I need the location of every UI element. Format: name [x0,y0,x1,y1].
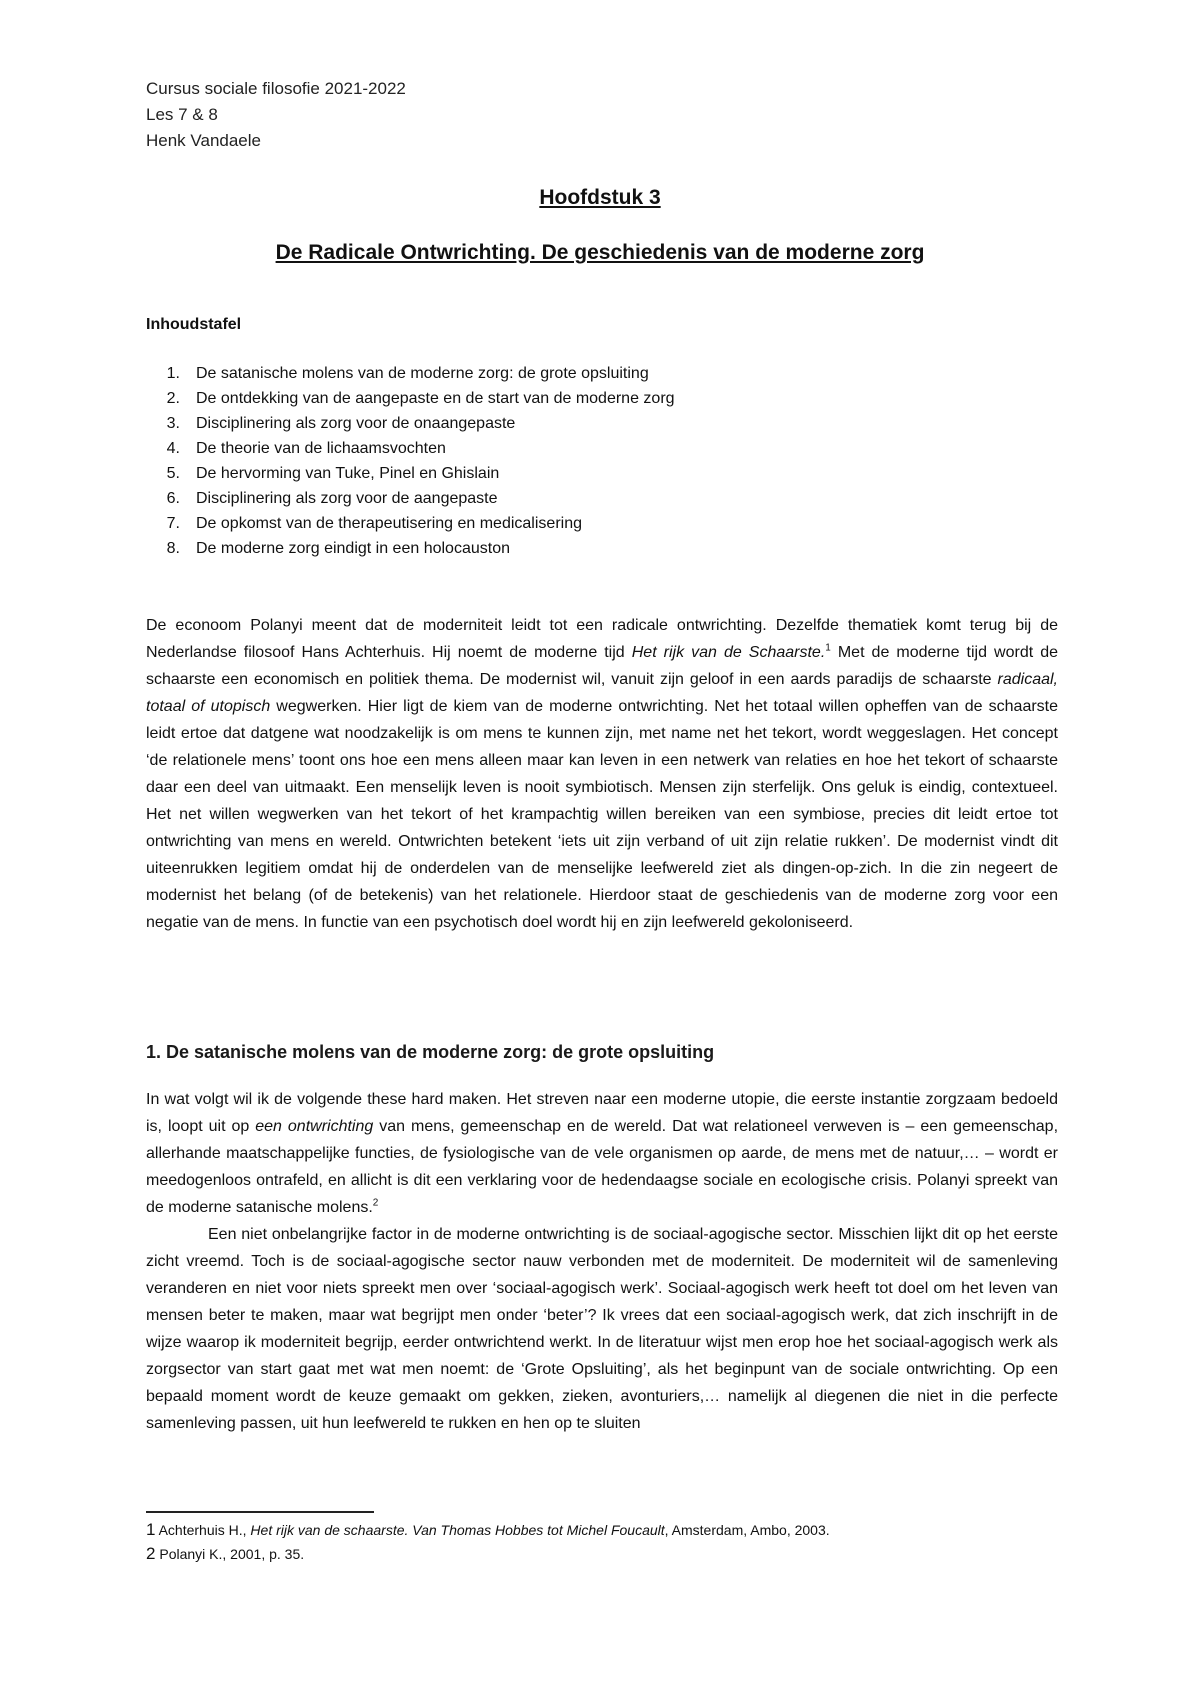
footnote-text: Polanyi K., 2001, p. 35. [159,1546,305,1562]
table-of-contents [146,361,675,561]
toc-item [146,536,675,561]
section-1-paragraph-1 [146,1086,1058,1221]
section-italic-phrase: een ontwrichting [255,1118,374,1135]
section-1-body [146,1086,1058,1437]
footnotes [146,1518,830,1566]
chapter-title: De Radicale Ontwrichting. De geschiedenis van de moderne zorg [275,241,925,264]
toc-item-label: De theorie van de lichaamsvochten [196,440,446,457]
footnote-italic: Het rijk van de schaarste. Van Thomas Hobbes tot Michel Foucault [250,1522,665,1538]
document-header [146,76,406,154]
footnote-number: 1 [146,1520,156,1539]
toc-item-label: De satanische molens van de moderne zorg: de grote opsluiting [196,365,649,382]
footnote-2 [146,1542,830,1566]
toc-item-number: 4. [166,440,180,457]
toc-item-label: De opkomst van de therapeutisering en medicalisering [196,515,582,532]
intro-text-1: De econoom Polanyi meent dat de moderniteit leidt tot een radicale ontwrichting. Dezelfde thematiek komt terug bij de Nederlandse filosoof Hans Achterhuis. Hij noemt de moderne tijd [146,617,1058,661]
section-1-heading: 1. De satanische molens van de moderne zorg: de grote opsluiting [146,1042,715,1062]
intro-paragraph-block [146,612,1058,936]
toc-item [146,411,675,436]
toc-item-label: Disciplinering als zorg voor de onaangepaste [196,415,516,432]
toc-item-number: 6. [166,490,180,507]
toc-item-number: 8. [166,540,180,557]
section-text-1a: In wat volgt wil ik de volgende these hard maken. Het streven naar een moderne utopie, die eerste instantie zorgzaam bedoeld is, loopt uit op [146,1091,1058,1135]
toc-item-label: Disciplinering als zorg voor de aangepaste [196,490,498,507]
toc-item [146,386,675,411]
toc-item-number: 2. [166,390,180,407]
intro-text-3: wegwerken. Hier ligt de kiem van de moderne ontwrichting. Net het totaal willen opheffen van de schaarste leidt ertoe dat datgene wat noodzakelijk is om mens te kunnen zijn, met name net het tekort, wordt weggeslagen. Het concept ‘de relationele mens’ toont ons hoe een mens alleen maar kan leven in een netwerk van relaties en hoe het tekort of schaarste daar een deel van uitmaakt. Een menselijk leven is nooit symbiotisch. Mensen zijn sterfelijk. Ons geluk is eindig, contextueel. Het net willen wegwerken van het tekort of het krampachtig willen bereiken van een symbiose, precies dit leidt ertoe tot ontwrichting van mens en wereld. Ontwrichten betekent ‘iets uit zijn verband of uit zijn relatie rukken’. De modernist vindt dit uiteenrukken legitiem omdat hij de onderdelen van de menselijke leefwereld ziet als dingen-op-zich. In die zin negeert de modernist het belang (of de betekenis) van het relationele. Hierdoor staat de geschiedenis van de moderne zorg voor een negatie van de mens. In functie van een psychotisch doel wordt hij en zijn leefwereld gekoloniseerd. [146,698,1059,931]
toc-item-number: 3. [166,415,180,432]
chapter-number: Hoofdstuk 3 [539,186,661,209]
footnote-text-end: , Amsterdam, Ambo, 2003. [664,1522,830,1538]
toc-item [146,461,675,486]
course-name: Cursus sociale filosofie 2021-2022 [146,79,406,98]
section-1-paragraph-2: Een niet onbelangrijke factor in de moderne ontwrichting is de sociaal-agogische sector. Misschien lijkt dit op het eerste zicht vreemd. Toch is de sociaal-agogische sector nauw verbonden met de moderniteit. De moderniteit wil de samenleving veranderen en niet voor niets spreekt men over ‘sociaal-agogisch werk’. Sociaal-agogisch werk heeft tot doel om het leven van mensen beter te maken, maar wat begrijpt men onder ‘beter’? Ik vrees dat een sociaal-agogisch werk, dat zich inschrijft in de wijze waarop ik moderniteit begrijp, eerder ontwrichtend werkt. In de literatuur wijst men erop hoe het sociaal-agogisch werk als zorgsector van start gaat met wat men noemt: de ‘Grote Opsluiting’, als het beginpunt van de sociale ontwrichting. Op een bepaald moment wordt de keuze gemaakt om gekken, zieken, avonturiers,… namelijk al diegenen die niet in die perfecte samenleving passen, uit hun leefwereld te rukken en hen op te sluiten [146,1226,1058,1432]
intro-text-2: Met de moderne tijd wordt de schaarste een economisch en politiek thema. De modernist wil, vanuit zijn geloof in een aards paradijs de schaarste [146,644,1058,688]
footnote-text: Achterhuis H., [158,1522,251,1538]
lesson-number: Les 7 & 8 [146,105,218,124]
toc-item-label: De hervorming van Tuke, Pinel en Ghislain [196,465,500,482]
intro-italic-phrase: radicaal, totaal of utopisch [146,671,1058,715]
toc-item [146,361,675,386]
toc-item-number: 5. [166,465,180,482]
intro-italic-title: Het rijk van de Schaarste. [631,644,826,661]
toc-item [146,486,675,511]
section-text-1b: van mens, gemeenschap en de wereld. Dat wat relationeel verweven is – een gemeenschap, allerhande maatschappelijke functies, de fysiologische van de vele organismen op aarde, de mens met de natuur,… – wordt er meedogenloos ontrafeld, en allicht is dit een verklaring voor de hedendaagse sociale en ecologische crisis. Polanyi spreekt van de moderne satanische molens. [146,1118,1059,1216]
author-name: Henk Vandaele [146,131,261,150]
footnote-ref-2[interactable]: 2 [372,1197,379,1209]
footnote-ref-1[interactable]: 1 [825,642,831,654]
toc-item-number: 1. [166,365,180,382]
toc-item-label: De moderne zorg eindigt in een holocauston [196,540,510,557]
footnote-1 [146,1518,830,1542]
intro-paragraph [146,612,1058,936]
toc-item [146,436,675,461]
toc-item-label: De ontdekking van de aangepaste en de start van de moderne zorg [196,390,675,407]
toc-item-number: 7. [166,515,180,532]
footnote-number: 2 [146,1544,156,1563]
toc-item [146,511,675,536]
footnote-divider [146,1511,374,1513]
toc-heading: Inhoudstafel [146,316,242,333]
